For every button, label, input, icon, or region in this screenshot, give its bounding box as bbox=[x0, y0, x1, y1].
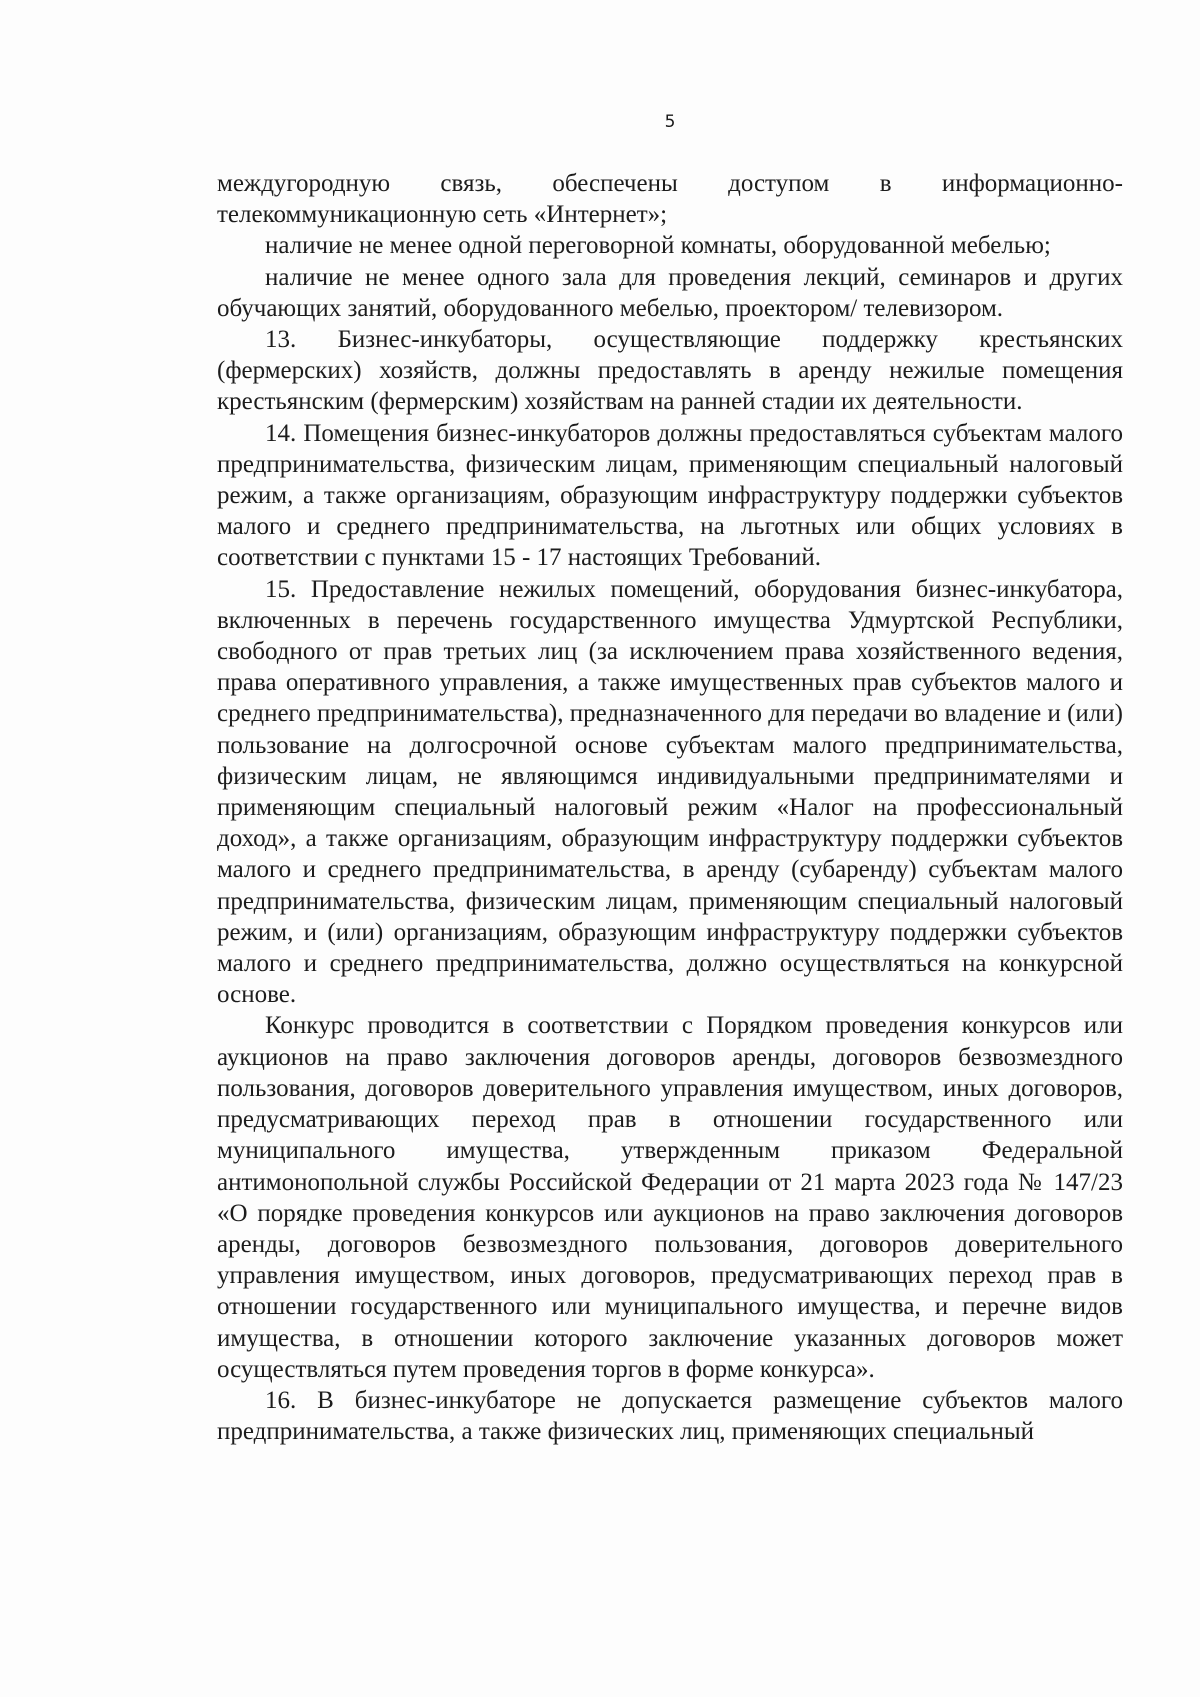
paragraph-competition: Конкурс проводится в соответствии с Порядком проведения конкурсов или аукционов на право заключения договоров аренды, договоров безвозмездного пользования, договоров доверительного управления имуществом, иных договоров, предусматривающих переход прав в отношении государственного или муниципального имущества, утвержденным приказом Федеральной антимонопольной службы Российской Федерации от 21 марта 2023 года № 147/23 «О порядке проведения конкурсов или аукционов на право заключения договоров аренды, договоров безвозмездного пользования, договоров доверительного управления имуществом, иных договоров, предусматривающих переход прав в отношении государственного или муниципального имущества, и перечне видов имущества, в отношении которого заключение указанных договоров может осуществляться путем проведения торгов в форме конкурса». bbox=[217, 1012, 1123, 1383]
paragraph-lecture-hall: наличие не менее одного зала для проведения лекций, семинаров и других обучающих занятий, оборудованного мебелью, проектором/ телевизором. bbox=[217, 263, 1123, 322]
paragraph-clause-13: 13. Бизнес-инкубаторы, осуществляющие поддержку крестьянских (фермерских) хозяйств, должны предоставлять в аренду нежилые помещения крестьянским (фермерским) хозяйствам на ранней стадии их деятельности. bbox=[217, 326, 1123, 416]
document-body bbox=[217, 168, 1123, 1447]
paragraph-clause-14: 14. Помещения бизнес-инкубаторов должны предоставляться субъектам малого предпринимательства, физическим лицам, применяющим специальный налоговый режим, а также организациям, образующим инфраструктуру поддержки субъектов малого и среднего предпринимательства, на льготных или общих условиях в соответствии с пунктами 15 - 17 настоящих Требований. bbox=[217, 419, 1123, 572]
paragraph-clause-15: 15. Предоставление нежилых помещений, оборудования бизнес-инкубатора, включенных в перечень государственного имущества Удмуртской Республики, свободного от прав третьих лиц (за исключением права хозяйственного ведения, права оперативного управления, а также имущественных прав субъектов малого и среднего предпринимательства), предназначенного для передачи во владение и (или) пользование на долгосрочной основе субъектам малого предпринимательства, физическим лицам, не являющимся индивидуальными предпринимателями и применяющим специальный налоговый режим «Налог на профессиональный доход», а также организациям, образующим инфраструктуру поддержки субъектов малого и среднего предпринимательства, в аренду (субаренду) субъектам малого предпринимательства, физическим лицам, применяющим специальный налоговый режим, и (или) организациям, образующим инфраструктуру поддержки субъектов малого и среднего предпринимательства, должно осуществляться на конкурсной основе. bbox=[217, 575, 1123, 1009]
paragraph-meeting-room: наличие не менее одной переговорной комнаты, оборудованной мебелью; bbox=[265, 232, 1051, 260]
page-number: 5 bbox=[664, 112, 676, 132]
paragraph-clause-16: 16. В бизнес-инкубаторе не допускается размещение субъектов малого предпринимательства, а также физических лиц, применяющих специальный bbox=[217, 1386, 1123, 1446]
paragraph-continuation: междугородную связь, обеспечены доступом в информационно-телекоммуникационную сеть «Интернет»; bbox=[217, 170, 1123, 229]
